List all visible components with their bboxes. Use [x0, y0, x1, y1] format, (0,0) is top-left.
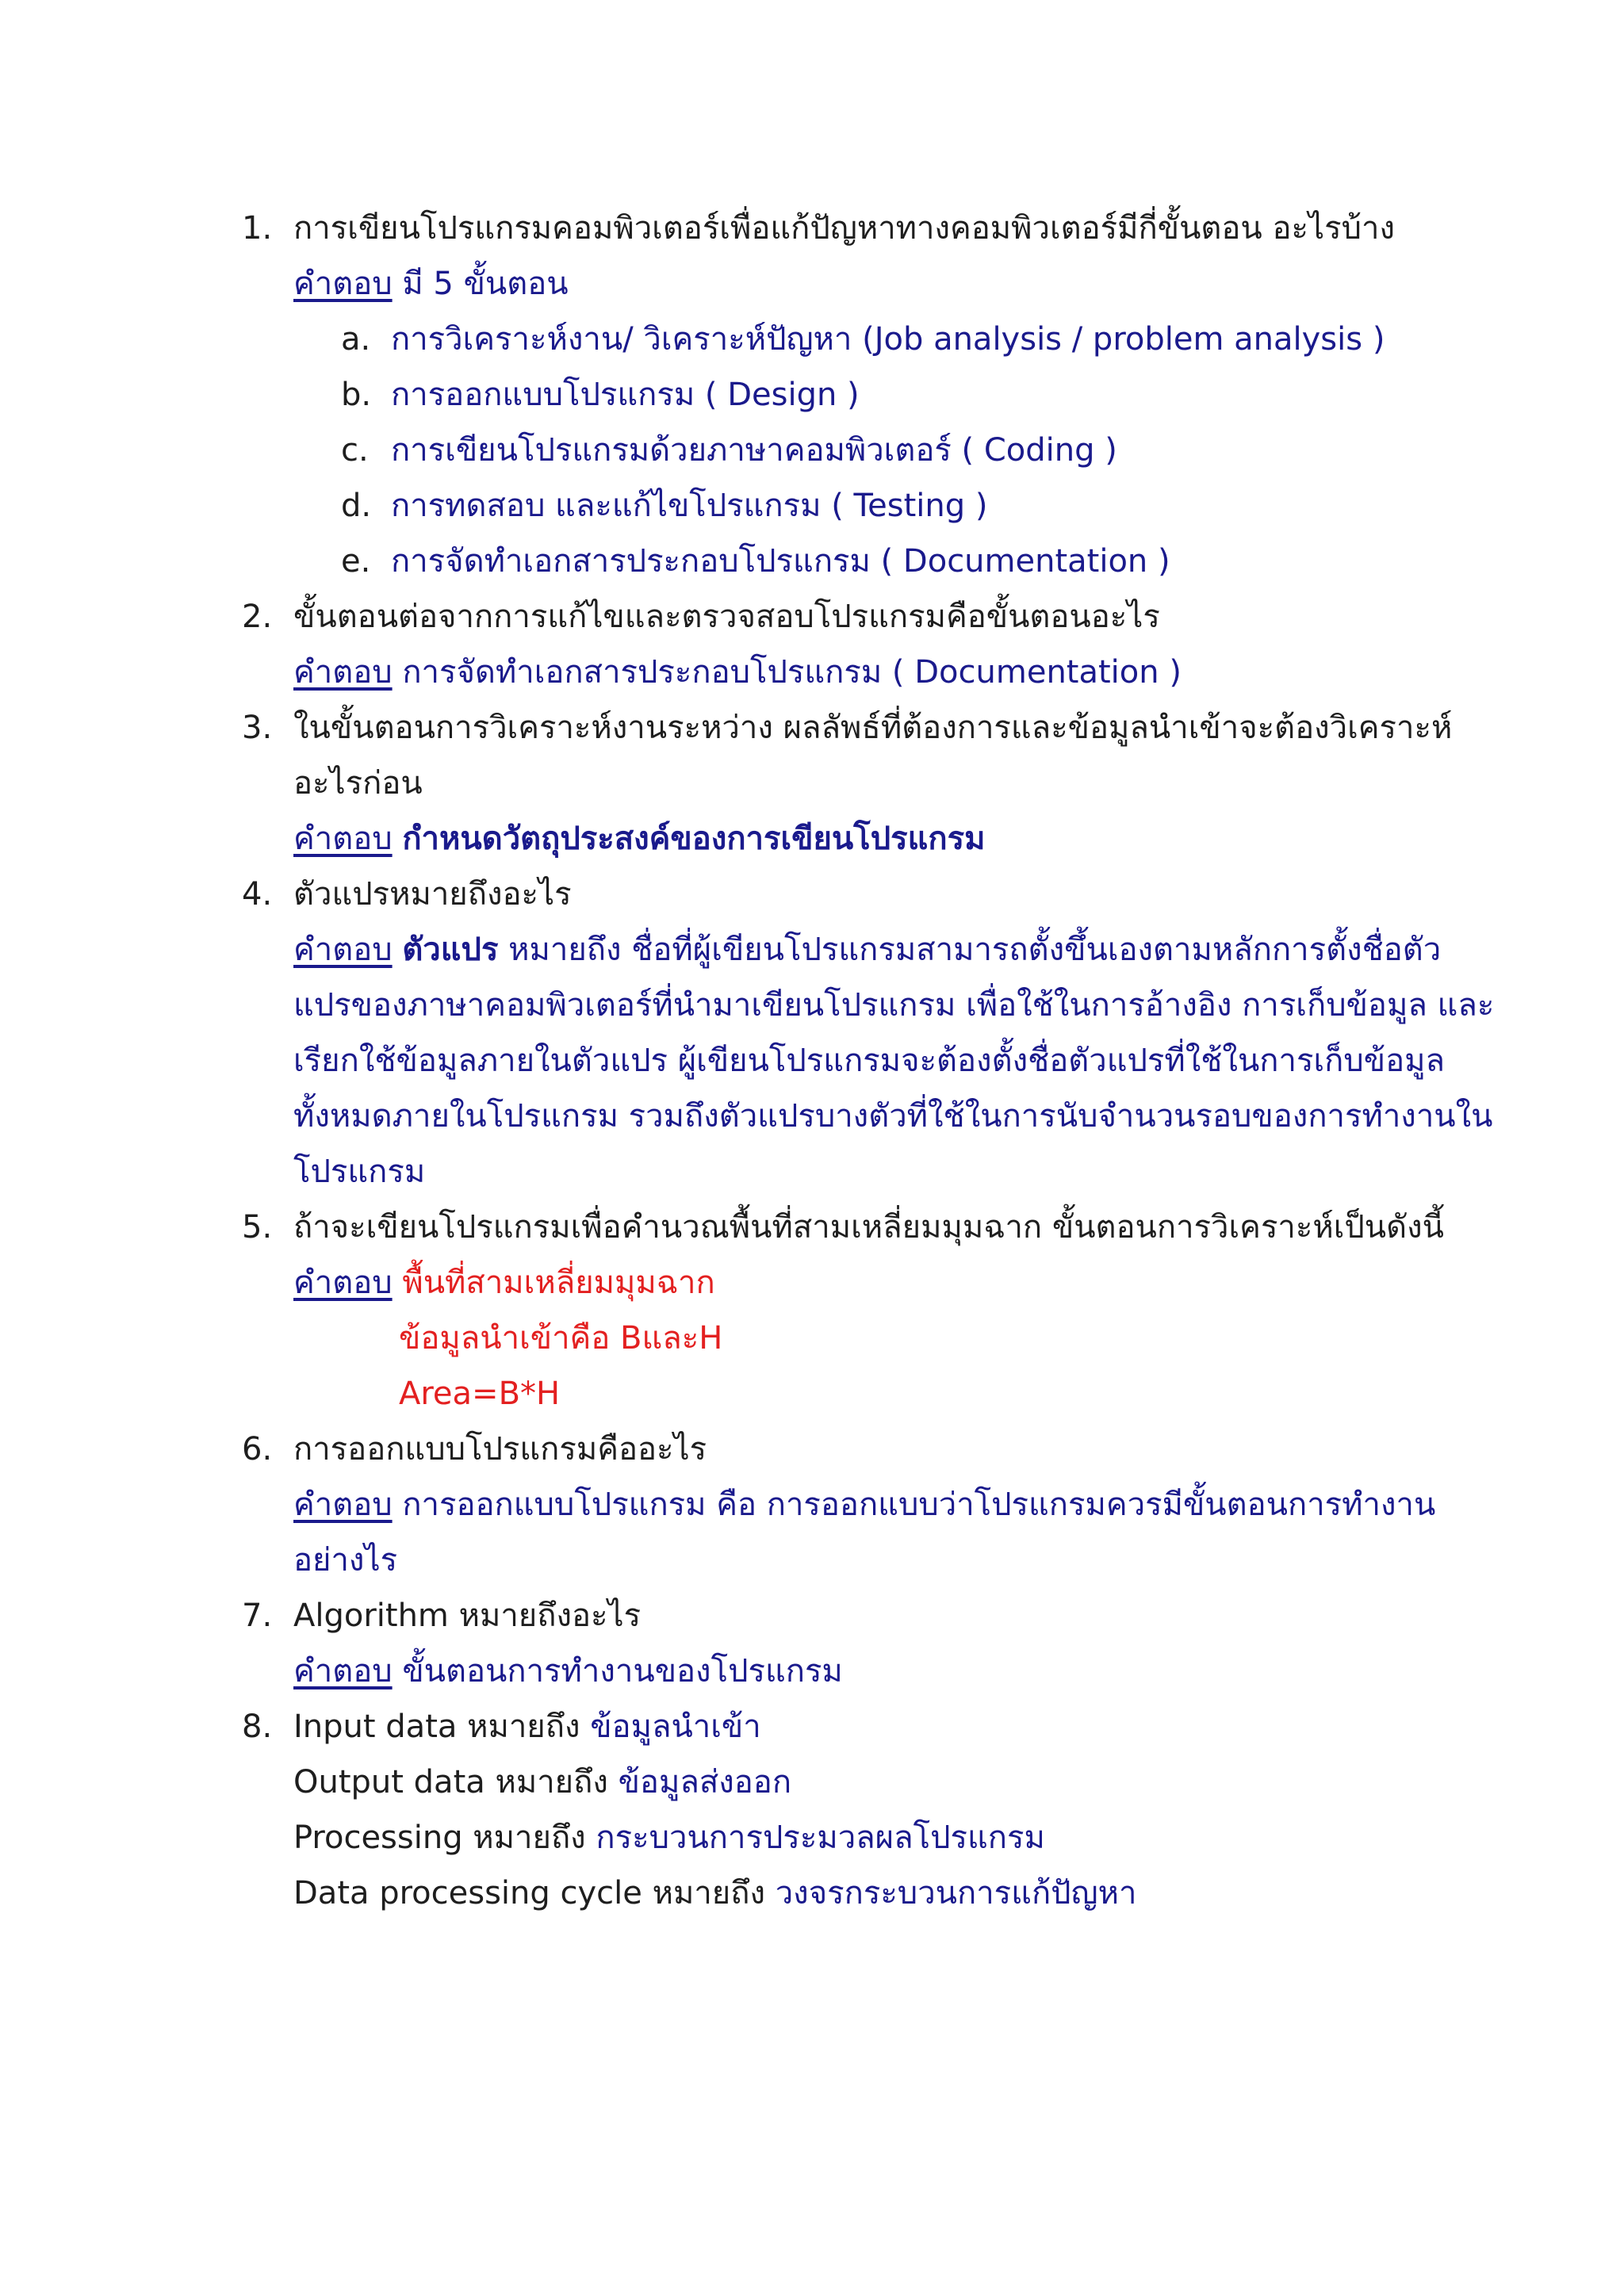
- answer-label: คำตอบ: [293, 932, 393, 968]
- answer-label: คำตอบ: [293, 1487, 393, 1523]
- list-letter: c.: [341, 432, 369, 469]
- list-text: การจัดทำเอกสารประกอบโปรแกรม ( Documentation ): [391, 543, 1170, 580]
- term-text: Data processing cycle หมายถึง: [293, 1875, 765, 1911]
- question-number: 3.: [242, 710, 273, 746]
- answer-text: เรียกใช้ข้อมูลภายในตัวแปร ผู้เขียนโปรแกรมจะต้องตั้งชื่อตัวแปรที่ใช้ในการเก็บข้อมูล: [293, 1043, 1445, 1079]
- question-text: ตัวแปรหมายถึงอะไร: [293, 876, 572, 913]
- question-number: 4.: [242, 876, 273, 913]
- answer-term: ตัวแปร: [402, 932, 499, 968]
- answer-text: การออกแบบโปรแกรม คือ การออกแบบว่าโปรแกรมควรมีขั้นตอนการทำงาน: [402, 1487, 1436, 1523]
- answer-text: พื้นที่สามเหลี่ยมมุมฉาก: [402, 1265, 715, 1301]
- answer-label: คำตอบ: [293, 266, 393, 302]
- term-text: Processing หมายถึง: [293, 1820, 586, 1856]
- answer-label: คำตอบ: [293, 821, 393, 857]
- answer-text: โปรแกรม: [293, 1154, 426, 1190]
- list-letter: e.: [341, 543, 371, 580]
- question-text: ขั้นตอนต่อจากการแก้ไขและตรวจสอบโปรแกรมคือขั้นตอนอะไร: [293, 599, 1160, 635]
- question-number: 1.: [242, 210, 273, 247]
- list-text: การทดสอบ และแก้ไขโปรแกรม ( Testing ): [391, 488, 988, 524]
- answer-text: แปรของภาษาคอมพิวเตอร์ที่นำมาเขียนโปรแกรม เพื่อใช้ในการอ้างอิง การเก็บข้อมูล และ: [293, 987, 1495, 1024]
- answer-text: หมายถึง ชื่อที่ผู้เขียนโปรแกรมสามารถตั้งขึ้นเองตามหลักการตั้งชื่อตัว: [508, 932, 1442, 968]
- question-text: อะไรก่อน: [293, 765, 423, 802]
- definition-text: ข้อมูลนำเข้า: [590, 1709, 761, 1745]
- answer-text: ขั้นตอนการทำงานของโปรแกรม: [402, 1653, 843, 1689]
- list-text: การออกแบบโปรแกรม ( Design ): [391, 377, 860, 413]
- term-text: Input data หมายถึง: [293, 1709, 580, 1745]
- answer-label: คำตอบ: [293, 1265, 393, 1301]
- list-letter: d.: [341, 488, 372, 524]
- question-number: 6.: [242, 1431, 273, 1468]
- definition-text: กระบวนการประมวลผลโปรแกรม: [596, 1820, 1045, 1856]
- list-letter: a.: [341, 321, 371, 358]
- answer-text: ทั้งหมดภายในโปรแกรม รวมถึงตัวแปรบางตัวที่ใช้ในการนับจำนวนรอบของการทำงานใน: [293, 1098, 1493, 1135]
- question-text: ในขั้นตอนการวิเคราะห์งานระหว่าง ผลลัพธ์ที่ต้องการและข้อมูลนำเข้าจะต้องวิเคราะห์: [293, 710, 1453, 746]
- question-number: 5.: [242, 1209, 273, 1246]
- answer-text: มี 5 ขั้นตอน: [402, 266, 569, 302]
- question-text: Algorithm หมายถึงอะไร: [293, 1598, 642, 1634]
- list-letter: b.: [341, 377, 372, 413]
- question-text: การเขียนโปรแกรมคอมพิวเตอร์เพื่อแก้ปัญหาทางคอมพิวเตอร์มีกี่ขั้นตอน อะไรบ้าง: [293, 210, 1395, 247]
- list-text: การเขียนโปรแกรมด้วยภาษาคอมพิวเตอร์ ( Coding ): [391, 432, 1117, 469]
- answer-text: การจัดทำเอกสารประกอบโปรแกรม ( Documentation ): [402, 654, 1182, 691]
- answer-label: คำตอบ: [293, 654, 393, 691]
- answer-text: กำหนดวัตถุประสงค์ของการเขียนโปรแกรม: [402, 821, 986, 857]
- answer-text: อย่างไร: [293, 1542, 398, 1578]
- answer-text: Area=B*H: [399, 1376, 561, 1412]
- list-text: การวิเคราะห์งาน/ วิเคราะห์ปัญหา (Job analysis / problem analysis ): [391, 321, 1385, 358]
- question-text: ถ้าจะเขียนโปรแกรมเพื่อคำนวณพื้นที่สามเหลี่ยมมุมฉาก ขั้นตอนการวิเคราะห์เป็นดังนี้: [293, 1209, 1444, 1246]
- question-text: การออกแบบโปรแกรมคืออะไร: [293, 1431, 707, 1468]
- definition-text: วงจรกระบวนการแก้ปัญหา: [775, 1875, 1137, 1911]
- question-number: 8.: [242, 1709, 273, 1745]
- answer-text: ข้อมูลนำเข้าคือ BและH: [399, 1320, 723, 1357]
- definition-text: ข้อมูลส่งออก: [618, 1764, 792, 1800]
- answer-label: คำตอบ: [293, 1653, 393, 1689]
- term-text: Output data หมายถึง: [293, 1764, 608, 1800]
- question-number: 2.: [242, 599, 273, 635]
- question-number: 7.: [242, 1598, 273, 1634]
